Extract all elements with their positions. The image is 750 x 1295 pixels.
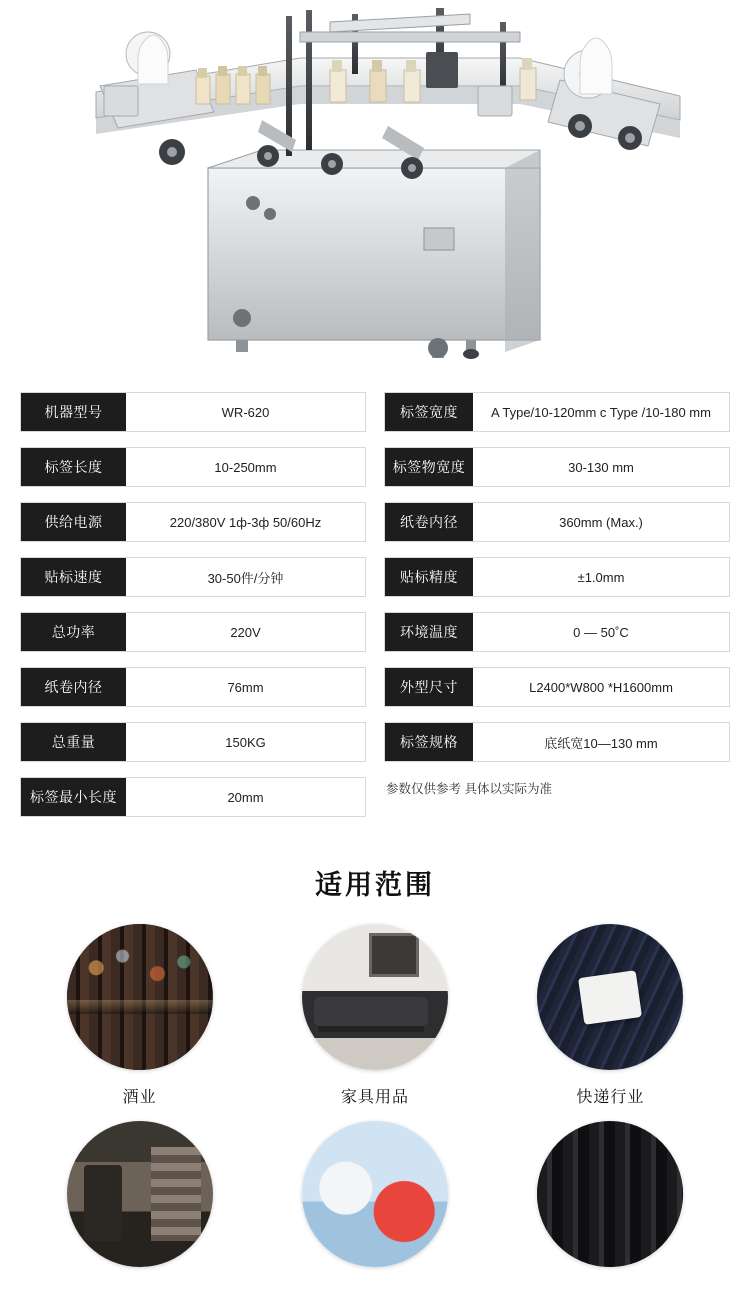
product-hero [0,0,750,378]
spec-row [20,502,366,542]
spec-value: 30-130 mm [568,459,634,475]
spec-value: 76mm [227,679,264,695]
spec-row [384,447,730,487]
spec-value: 220/380V 1ф-3ф 50/60Hz [169,514,322,530]
application-photo-furniture [302,924,448,1070]
application-photo-cosmetics [537,1121,683,1267]
application-photo-retail [67,1121,213,1267]
application-item [493,1121,728,1281]
spec-label: 贴标速度 [21,558,126,596]
application-item [257,1121,492,1281]
spec-column-right [384,392,730,817]
spec-row [20,557,366,597]
spec-label: 标签最小长度 [21,778,126,816]
application-item [493,924,728,1107]
spec-value: 30-50件/分钟 [207,570,284,586]
spec-row [384,557,730,597]
application-photo-liquor [67,924,213,1070]
spec-label: 供给电源 [21,503,126,541]
spec-row [384,667,730,707]
application-item [22,924,257,1107]
spec-value: 10-250mm [214,459,277,475]
spec-value: 360mm (Max.) [559,514,643,530]
spec-row [384,612,730,652]
spec-value: 150KG [225,734,266,750]
application-photo-daily-goods [302,1121,448,1267]
spec-value: ±1.0mm [577,569,625,585]
application-label: 快递行业 [576,1089,645,1106]
spec-label: 标签规格 [385,723,473,761]
spec-row [384,392,730,432]
spec-row [20,777,366,817]
application-label: 酒业 [122,1089,157,1106]
spec-label: 外型尺寸 [385,668,473,706]
spec-value: 20mm [227,789,264,805]
application-item [257,924,492,1107]
spec-value: A Type/10-120mm c Type /10-180 mm [491,404,711,420]
spec-label: 总重量 [21,723,126,761]
spec-value: 220V [230,624,261,640]
spec-row [20,722,366,762]
specifications-section [0,378,750,817]
spec-row [384,722,730,762]
spec-value: 0 — 50˚C [573,624,629,640]
application-photo-express [537,924,683,1070]
spec-label: 标签物宽度 [385,448,473,486]
spec-label: 纸卷内径 [385,503,473,541]
spec-label: 纸卷内径 [21,668,126,706]
spec-column-left [20,392,366,817]
spec-row [20,612,366,652]
spec-label: 总功率 [21,613,126,651]
spec-row [20,667,366,707]
spec-label: 贴标精度 [385,558,473,596]
applications-title: 适用范围 [315,870,435,900]
spec-value: L2400*W800 *H1600mm [529,679,673,695]
application-item [22,1121,257,1281]
spec-value: WR-620 [221,404,270,420]
spec-row [20,447,366,487]
application-label: 家具用品 [340,1089,409,1106]
spec-label: 环境温度 [385,613,473,651]
spec-row [384,502,730,542]
applications-grid [0,924,750,1295]
spec-label: 机器型号 [21,393,126,431]
spec-disclaimer: 参数仅供参考 具体以实际为准 [386,782,552,796]
labeling-machine-illustration [0,0,750,378]
spec-label: 标签宽度 [385,393,473,431]
spec-label: 标签长度 [21,448,126,486]
spec-row [20,392,366,432]
spec-value: 底纸宽10—130 mm [544,735,658,751]
